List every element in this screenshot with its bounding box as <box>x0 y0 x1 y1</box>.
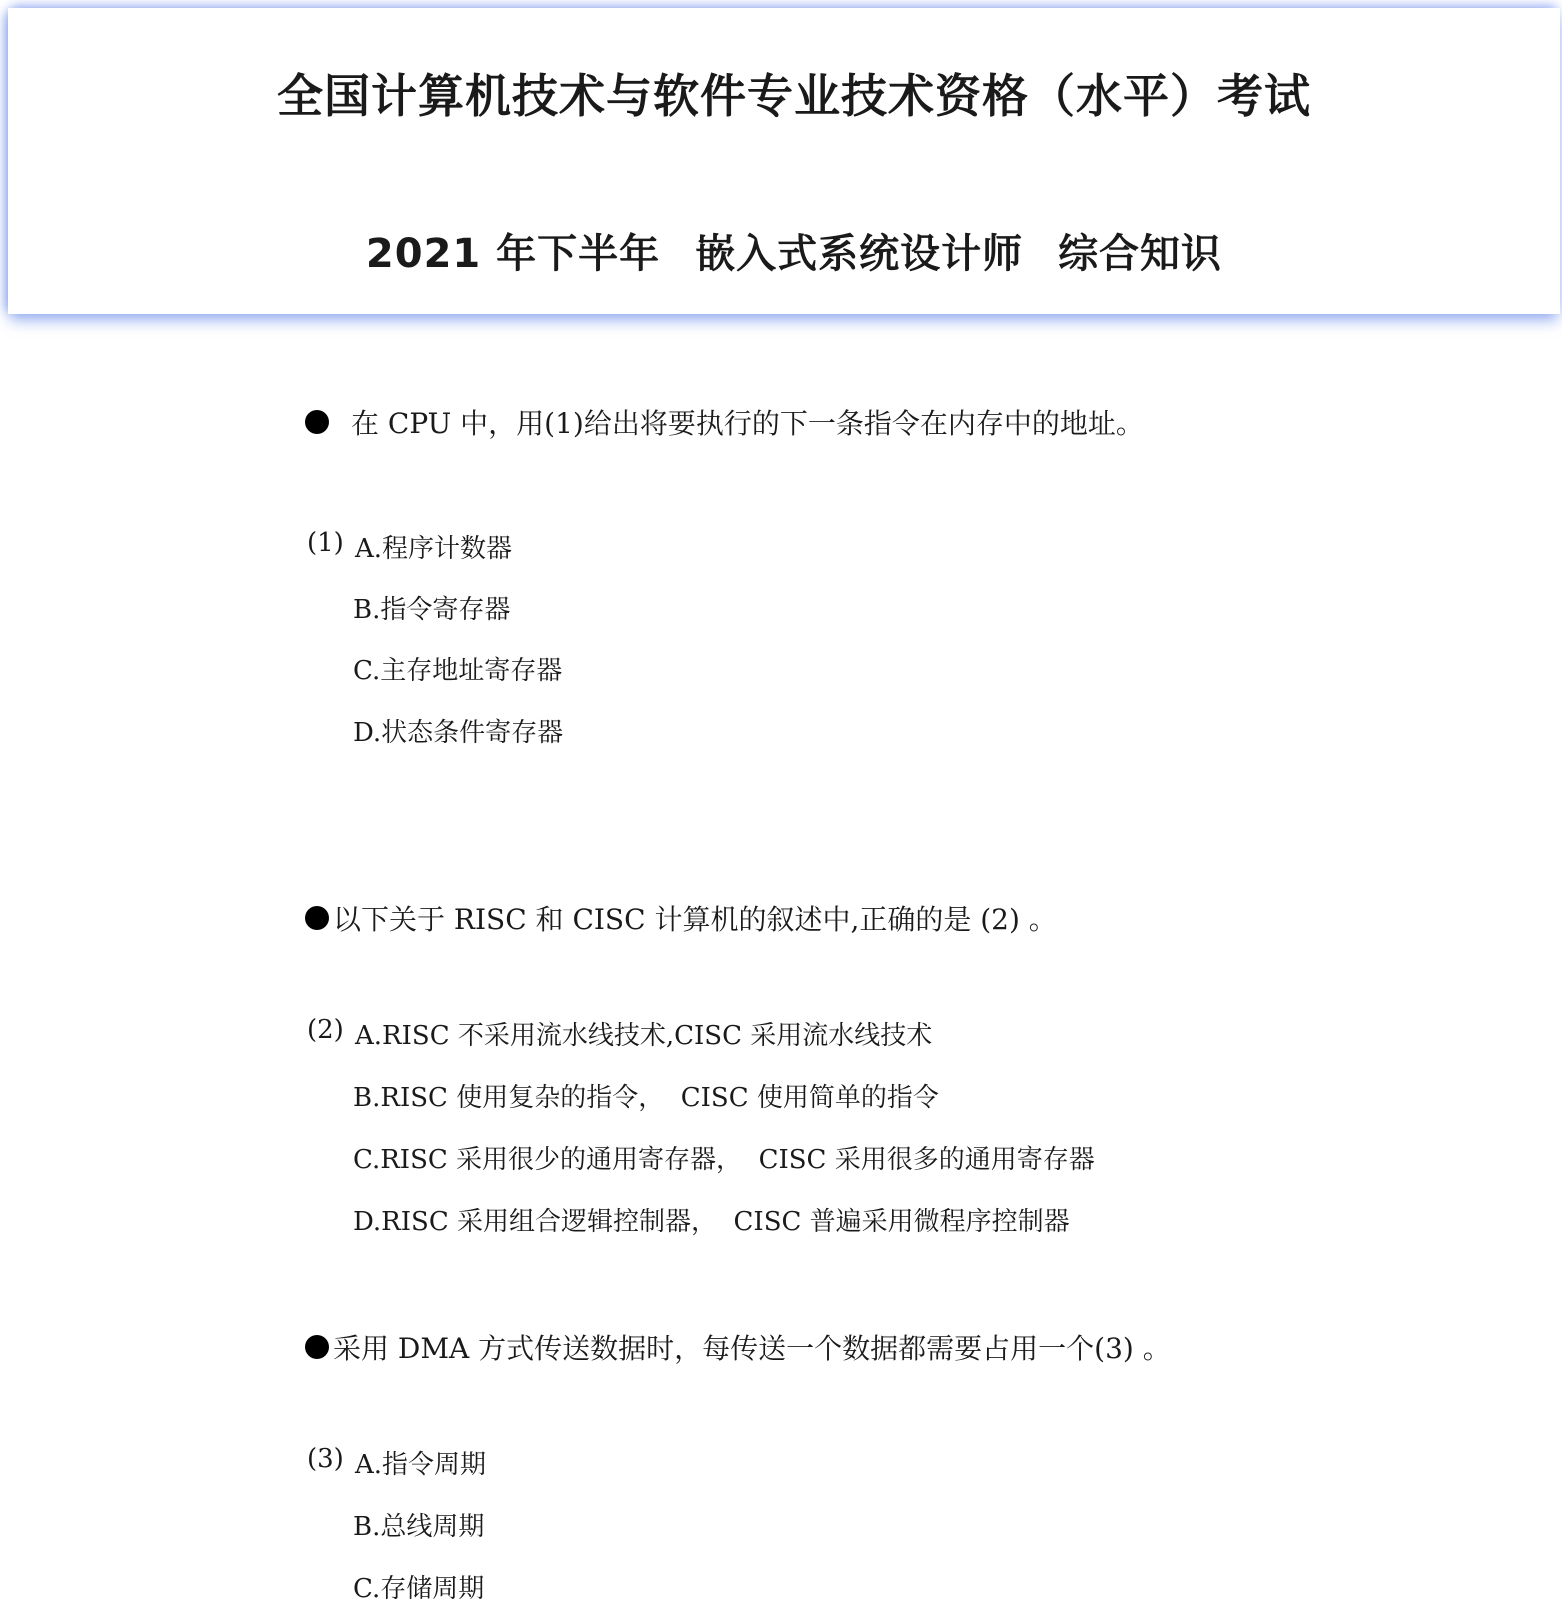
question-1-number: (1) <box>307 528 344 558</box>
question-3-text: 采用 DMA 方式传送数据时，每传送一个数据都需要占用一个(3) 。 <box>333 1332 1171 1365</box>
question-2-option-d: D.RISC 采用组合逻辑控制器， CISC 普遍采用微程序控制器 <box>353 1207 1070 1237</box>
exam-role: 嵌入式系统设计师 <box>695 231 1024 277</box>
question-2-text: 以下关于 RISC 和 CISC 计算机的叙述中,正确的是 (2) 。 <box>333 903 1057 936</box>
question-1-option-b: B.指令寄存器 <box>353 595 511 625</box>
question-3-option-b: B.总线周期 <box>353 1512 485 1542</box>
question-2-number: (2) <box>307 1015 344 1045</box>
question-2-option-a: A.RISC 不采用流水线技术,CISC 采用流水线技术 <box>355 1021 933 1051</box>
question-3-option-a: A.指令周期 <box>355 1450 487 1480</box>
question-1-option-d: D.状态条件寄存器 <box>353 718 564 748</box>
bullet-icon <box>305 1335 329 1359</box>
question-3-number: (3) <box>307 1444 344 1474</box>
question-2-stem <box>305 898 1057 938</box>
exam-section: 综合知识 <box>1058 231 1223 277</box>
exam-title: 全国计算机技术与软件专业技术资格（水平）考试 <box>277 69 1311 123</box>
exam-subtitle <box>8 222 1560 279</box>
question-2-option-c: C.RISC 采用很少的通用寄存器， CISC 采用很多的通用寄存器 <box>353 1145 1095 1175</box>
question-1-text: 在 CPU 中，用(1)给出将要执行的下一条指令在内存中的地址。 <box>351 407 1144 440</box>
question-3-stem <box>305 1327 1171 1367</box>
bullet-icon <box>305 410 329 434</box>
question-1-option-c: C.主存地址寄存器 <box>353 656 563 686</box>
question-1-stem <box>305 402 1144 442</box>
question-3-option-c: C.存储周期 <box>353 1574 485 1604</box>
exam-year: 2021 年下半年 <box>365 231 661 277</box>
question-1-option-a: A.程序计数器 <box>355 534 513 564</box>
question-2-option-b: B.RISC 使用复杂的指令， CISC 使用简单的指令 <box>353 1083 939 1113</box>
exam-header <box>8 8 1560 314</box>
bullet-icon <box>305 906 329 930</box>
